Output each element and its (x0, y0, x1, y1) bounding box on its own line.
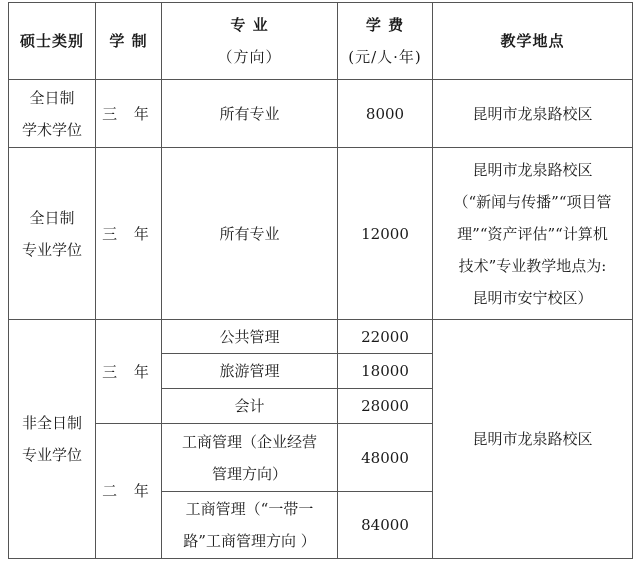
major-cell: 旅游管理 (162, 354, 338, 389)
category-cell: 全日制 学术学位 (9, 80, 96, 148)
fee-cell: 18000 (338, 354, 433, 389)
duration-cell: 三 年 (96, 320, 162, 424)
duration-cell: 三 年 (96, 80, 162, 148)
table-row (9, 80, 633, 148)
fee-cell: 8000 (338, 80, 433, 148)
major-cell: 会计 (162, 389, 338, 424)
fee-cell: 48000 (338, 424, 433, 492)
major-cell: 所有专业 (162, 148, 338, 320)
tuition-table (8, 2, 633, 559)
category-cell: 全日制 专业学位 (9, 148, 96, 320)
location-cell: 昆明市龙泉路校区 (433, 80, 633, 148)
fee-cell: 28000 (338, 389, 433, 424)
major-cell: 工商管理（企业经营 管理方向） (162, 424, 338, 492)
fee-cell: 22000 (338, 320, 433, 354)
location-cell: 昆明市龙泉路校区 （“新闻与传播”“项目管 理”“资产评估”“计算机 技术”专业教学地点为: 昆明市安宁校区） (433, 148, 633, 320)
duration-cell: 三 年 (96, 148, 162, 320)
header-row (9, 3, 633, 80)
duration-cell: 二 年 (96, 424, 162, 559)
major-cell: 所有专业 (162, 80, 338, 148)
header-major: 专 业 （方向） (162, 3, 338, 80)
fee-cell: 84000 (338, 492, 433, 559)
location-cell: 昆明市龙泉路校区 (433, 320, 633, 559)
fee-cell: 12000 (338, 148, 433, 320)
header-category: 硕士类别 (9, 3, 96, 80)
header-location: 教学地点 (433, 3, 633, 80)
major-cell: 公共管理 (162, 320, 338, 354)
table-row (9, 320, 633, 354)
header-duration: 学 制 (96, 3, 162, 80)
category-cell: 非全日制 专业学位 (9, 320, 96, 559)
table-row (9, 148, 633, 320)
major-cell: 工商管理（“一带一 路”工商管理方向 ） (162, 492, 338, 559)
header-fee: 学 费 (元/人·年) (338, 3, 433, 80)
